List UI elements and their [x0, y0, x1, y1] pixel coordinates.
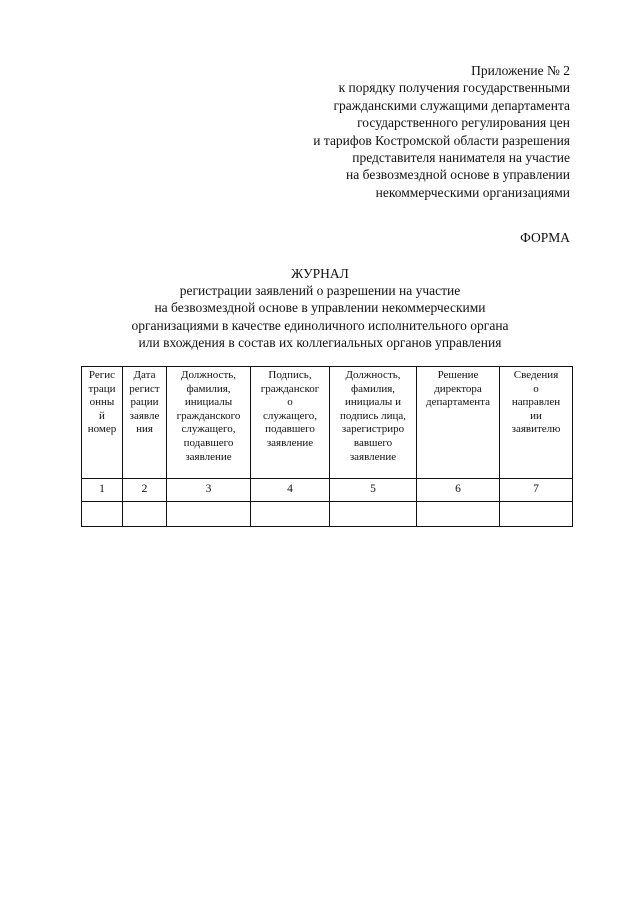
column-number-7: 7 [500, 479, 573, 502]
column-header-line: о [533, 382, 539, 395]
column-header-line: инициалы и [345, 396, 401, 409]
column-header-line: зарегистриро [341, 423, 405, 436]
table-cell [82, 502, 123, 527]
appendix-line: и тарифов Костромской области разрешения [313, 132, 570, 148]
column-number-4: 4 [251, 479, 330, 502]
column-header-line: траци [88, 382, 116, 395]
column-header-line: служащего, [262, 409, 318, 422]
forma-label: ФОРМА [520, 230, 570, 245]
column-header-line: рации [130, 396, 159, 409]
column-header-line: заявление [266, 436, 314, 449]
table-cell [123, 502, 167, 527]
column-header-line: направлен [511, 396, 561, 409]
appendix-line: на безвозмездной основе в управлении [346, 167, 570, 183]
journal-subtitle-line: регистрации заявлений о разрешении на участие [179, 283, 461, 299]
journal-subtitle-line: на безвозмездной основе в управлении некоммерческими [154, 300, 486, 316]
table-cell [251, 502, 330, 527]
column-header-line: Должность, [180, 369, 237, 381]
column-header-line: Подпись, [268, 369, 312, 381]
appendix-line: государственного регулирования цен [357, 115, 570, 131]
table-header-row [82, 367, 573, 479]
journal-title-block [0, 265, 640, 351]
column-header-line: о [287, 396, 293, 409]
table-cell [417, 502, 500, 527]
column-header-6 [417, 367, 500, 479]
table-cell [500, 502, 573, 527]
column-number-5: 5 [330, 479, 417, 502]
column-header-line: служащего, [181, 423, 236, 436]
column-header-2 [123, 367, 167, 479]
column-header-3 [167, 367, 251, 479]
journal-table [81, 366, 573, 527]
column-header-line: гражданског [260, 382, 320, 395]
column-header-4 [251, 367, 330, 479]
appendix-header [150, 62, 570, 201]
column-header-line: Должность, [345, 369, 401, 381]
journal-title: ЖУРНАЛ [291, 266, 349, 281]
appendix-line: некоммерческими организациями [375, 184, 570, 200]
column-header-line: подавшего [265, 423, 315, 436]
column-number-2: 2 [123, 479, 167, 502]
column-header-line: онны [89, 396, 115, 409]
table-cell [330, 502, 417, 527]
column-header-line: ии [530, 409, 542, 422]
column-header-line: Решение [437, 369, 479, 381]
column-header-line: й [99, 409, 105, 422]
column-number-1: 1 [82, 479, 123, 502]
table-cell [167, 502, 251, 527]
column-header-line: подавшего [183, 436, 234, 449]
journal-subtitle-line: организациями в качестве единоличного исполнительного органа [131, 317, 509, 333]
column-header-line: заявление [349, 450, 397, 463]
column-number-3: 3 [167, 479, 251, 502]
journal-subtitle-line: или вхождения в состав их коллегиальных органов управления [138, 334, 502, 350]
column-header-line: инициалы [184, 396, 233, 409]
column-header-line: Сведения [513, 369, 559, 381]
column-header-5 [330, 367, 417, 479]
table-row [82, 502, 573, 527]
column-header-7 [500, 367, 573, 479]
column-header-line: номер [87, 423, 117, 436]
appendix-line: представителя нанимателя на участие [352, 150, 570, 166]
column-number-6: 6 [417, 479, 500, 502]
column-header-line: Регис [88, 369, 116, 381]
appendix-line: Приложение № 2 [471, 63, 570, 78]
column-header-line: ния [136, 423, 153, 436]
column-header-line: департамента [426, 396, 490, 409]
column-header-line: Дата [133, 369, 156, 381]
column-header-line: фамилия, [186, 382, 231, 395]
column-header-line: вавшего [353, 436, 393, 449]
column-header-line: фамилия, [350, 382, 396, 395]
appendix-line: гражданскими служащими департамента [333, 97, 570, 113]
column-header-line: заявителю [511, 423, 561, 436]
appendix-line: к порядку получения государственными [338, 80, 570, 96]
column-header-line: подпись лица, [340, 409, 406, 422]
column-header-line: регист [129, 382, 160, 395]
column-header-line: заявле [129, 409, 160, 422]
column-header-line: заявление [185, 450, 232, 463]
column-header-line: гражданского [176, 409, 241, 422]
table-number-row [82, 479, 573, 502]
column-header-line: директора [434, 382, 482, 395]
column-header-1 [82, 367, 123, 479]
